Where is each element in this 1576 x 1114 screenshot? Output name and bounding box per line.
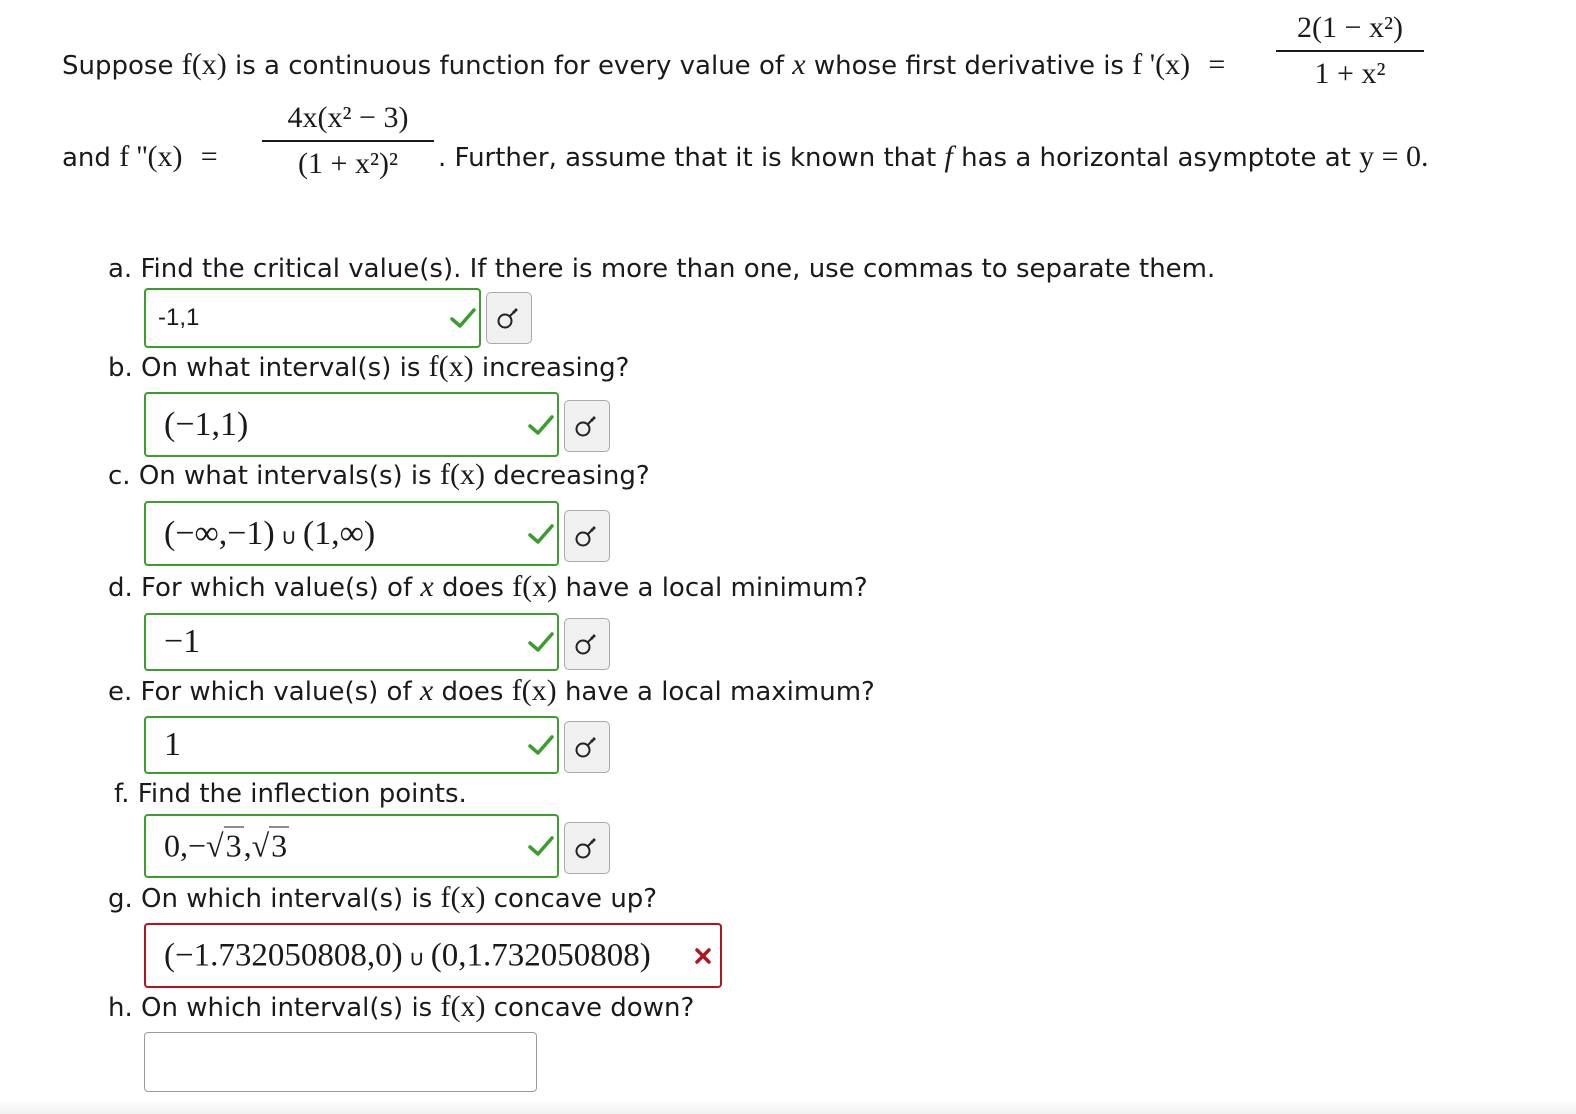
intro-eq-2: = — [200, 140, 218, 173]
question-d-text-end: have a local minimum? — [565, 573, 868, 603]
answer-key-button-a[interactable] — [486, 292, 532, 344]
answer-field-c[interactable] — [144, 501, 559, 566]
question-h-prompt — [108, 990, 694, 1024]
intro-and: and — [62, 143, 111, 173]
fraction-bar — [262, 140, 434, 142]
answer-f-part: 0,− — [164, 827, 207, 864]
intro-fdouble: f ''(x) — [119, 140, 183, 173]
fdouble-fraction — [262, 100, 434, 182]
answer-e-value: 1 — [164, 726, 181, 763]
question-e-text-end: have a local maximum? — [564, 677, 875, 707]
intro-line-2b — [438, 140, 1429, 174]
question-b-fx: f(x) — [428, 350, 474, 383]
answer-c-left: (−∞,−1) — [164, 514, 275, 552]
intro-eq-1: = — [1208, 48, 1226, 81]
question-b-text-end: increasing? — [481, 353, 630, 383]
sqrt-symbol: √3 — [206, 827, 242, 864]
answer-key-icon — [496, 305, 522, 331]
question-d-fx: f(x) — [512, 570, 558, 603]
union-symbol: ∪ — [408, 946, 425, 971]
check-icon — [527, 522, 555, 546]
answer-g-right: (0,1.732050808) — [430, 937, 651, 973]
answer-field-f[interactable] — [144, 814, 559, 878]
fdouble-denominator: (1 + x²)² — [298, 147, 398, 180]
question-g-prompt — [108, 881, 657, 915]
question-b-text: b. On what interval(s) is — [108, 353, 421, 383]
answer-key-button-c[interactable] — [564, 510, 610, 562]
question-c-prompt — [108, 458, 650, 492]
intro-x: x — [792, 48, 806, 81]
fprime-denominator: 1 + x² — [1314, 57, 1386, 90]
answer-key-button-b[interactable] — [564, 400, 610, 452]
answer-key-icon — [574, 413, 600, 439]
intro-fx: f(x) — [181, 48, 227, 81]
question-g-fx: f(x) — [440, 881, 486, 914]
answer-field-d[interactable] — [144, 613, 559, 671]
answer-field-g[interactable] — [144, 923, 722, 988]
answer-key-icon — [574, 734, 600, 760]
cross-icon — [692, 945, 714, 967]
answer-f-radicand-1: 3 — [225, 827, 242, 864]
answer-key-icon — [574, 523, 600, 549]
check-icon — [527, 733, 555, 757]
question-d-prompt — [108, 570, 868, 604]
intro-has: has a horizontal asymptote at — [961, 143, 1351, 173]
check-icon — [527, 630, 555, 654]
question-d-does: does — [441, 573, 504, 603]
question-h-text-end: concave down? — [493, 993, 695, 1023]
fraction-bar — [1276, 50, 1424, 52]
answer-f-radicand-2: 3 — [271, 827, 288, 864]
sqrt-symbol: √3 — [251, 827, 288, 864]
check-icon — [449, 306, 477, 330]
question-a-prompt: a. Find the critical value(s). If there is more than one, use commas to separate them. — [108, 254, 1216, 284]
question-c-text: c. On what intervals(s) is — [108, 461, 432, 491]
fdouble-numerator: 4x(x² − 3) — [287, 101, 409, 134]
intro-further: . Further, assume that it is known that — [438, 143, 937, 173]
answer-key-button-f[interactable] — [564, 822, 610, 874]
question-d-x: x — [420, 570, 434, 603]
question-e-x: x — [419, 674, 434, 707]
answer-field-h[interactable] — [144, 1032, 537, 1092]
answer-c-right: (1,∞) — [302, 514, 376, 552]
union-symbol: ∪ — [280, 524, 297, 550]
answer-f-value — [164, 828, 289, 865]
answer-key-icon — [574, 835, 600, 861]
answer-a-value: -1,1 — [158, 304, 200, 331]
intro-line-1 — [62, 48, 1225, 82]
answer-field-e[interactable] — [144, 716, 559, 774]
question-c-fx: f(x) — [439, 458, 485, 491]
question-f-prompt: f. Find the inflection points. — [114, 779, 467, 809]
question-d-text: d. For which value(s) of — [108, 573, 413, 603]
question-e-text: e. For which value(s) of — [108, 677, 412, 707]
question-e-fx: f(x) — [511, 674, 557, 707]
intro-f: f — [944, 140, 953, 173]
question-e-prompt — [108, 674, 875, 708]
answer-c-value — [164, 515, 375, 553]
question-g-text: g. On which interval(s) is — [108, 884, 433, 914]
answer-key-button-e[interactable] — [564, 721, 610, 773]
question-h-text: h. On which interval(s) is — [108, 993, 433, 1023]
intro-asymptote: y = 0. — [1359, 140, 1429, 173]
answer-key-icon — [574, 631, 600, 657]
fprime-numerator: 2(1 − x²) — [1297, 11, 1403, 44]
check-icon — [527, 834, 555, 858]
answer-key-button-d[interactable] — [564, 618, 610, 670]
intro-whose: whose first derivative is — [813, 51, 1124, 81]
intro-fprime: f '(x) — [1132, 48, 1191, 81]
answer-field-b[interactable] — [144, 392, 559, 457]
answer-d-value: −1 — [164, 623, 201, 660]
intro-continuous: is a continuous function for every value of — [234, 51, 785, 81]
intro-suppose: Suppose — [62, 51, 174, 81]
answer-field-a[interactable] — [144, 288, 481, 348]
answer-g-value — [164, 937, 651, 974]
check-icon — [527, 413, 555, 437]
intro-line-2a — [62, 140, 218, 174]
question-g-text-end: concave up? — [493, 884, 658, 914]
question-e-does: does — [441, 677, 504, 707]
answer-b-value: (−1,1) — [164, 405, 249, 443]
question-b-prompt — [108, 350, 630, 384]
question-c-text-end: decreasing? — [493, 461, 650, 491]
answer-g-left: (−1.732050808,0) — [164, 937, 403, 973]
page-bottom-shade — [0, 1100, 1576, 1114]
question-h-fx: f(x) — [440, 990, 486, 1023]
fprime-fraction — [1276, 10, 1424, 92]
answer-f-sep: , — [243, 827, 252, 864]
